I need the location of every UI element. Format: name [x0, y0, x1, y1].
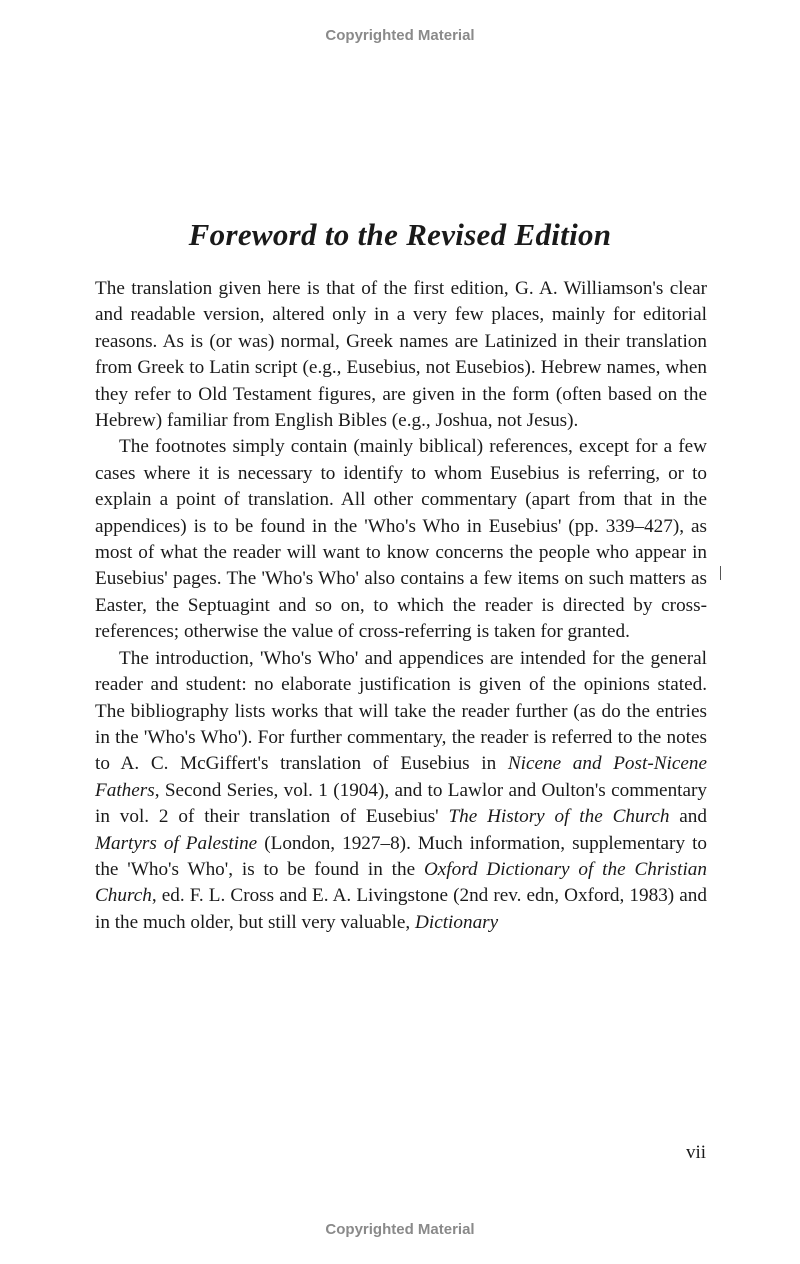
paragraph-1-text: The translation given here is that of the first edition, G. A. Williamson's clear and readable version, altered only in a very few places, mainly for editorial reasons. As is (or was) normal, Greek names are Latinized in their translation from Greek to Latin script (e.g., Eusebius, not Eusebios). Hebrew names, when they refer to Old Testament figures, are given in the form (often based on the Hebrew) familiar from English Bibles (e.g., Joshua, not Jesus).: [95, 278, 707, 432]
paragraph-1: [95, 276, 707, 434]
title-history-of-church: The History of the Church: [448, 806, 670, 828]
paragraph-3: [95, 646, 707, 936]
title-nicene-fathers: Nicene and Post-Nicene Fathers: [95, 753, 707, 801]
paragraph-3-text-2: , Second Series, vol. 1 (1904), and to Lawlor and Oulton's commentary in vol. 2 of their translation of Eusebius': [95, 779, 707, 828]
paragraph-3-text-3: and: [669, 806, 707, 828]
paragraph-3-text-1: The introduction, 'Who's Who' and appendices are intended for the general reader and student: no elaborate justification is given of the opinions stated. The bibliography lists works that will take the reader further (as do the entries in the 'Who's Who'). For further commentary, the reader is referred to the notes to A. C. McGiffert's translation of Eusebius in: [95, 647, 707, 775]
margin-mark: [720, 566, 721, 580]
paragraph-3-text-4: (London, 1927–8). Much information, supplementary to the 'Who's Who', is to be found in the: [95, 832, 707, 880]
copyright-watermark-top: Copyrighted Material: [325, 27, 475, 44]
page-number: vii: [685, 1142, 706, 1163]
paragraph-3-text-5: , ed. F. L. Cross and E. A. Livingstone (2nd rev. edn, Oxford, 1983) and in the much older, but still very valuable,: [95, 885, 707, 933]
page-title: Foreword to the Revised Edition: [188, 216, 612, 252]
paragraph-2: [95, 434, 707, 645]
title-oxford-dictionary: Oxford Dictionary of the Christian Church: [95, 858, 707, 907]
title-martyrs-of-palestine: Martyrs of Palestine: [95, 832, 258, 854]
title-dictionary: Dictionary: [415, 911, 499, 933]
body-text: [95, 276, 707, 936]
paragraph-2-text: The footnotes simply contain (mainly biblical) references, except for a few cases where it is necessary to identify to whom Eusebius is referring, or to explain a point of translation. All other commentary (apart from that in the appendices) is to be found in the 'Who's Who in Eusebius' (pp. 339–427), as most of what the reader will want to know concerns the people who appear in Eusebius' pages. The 'Who's Who' also contains a few items on such matters as Easter, the Septuagint and so on, to which the reader is directed by cross-references; otherwise the value of cross-referring is taken for granted.: [95, 436, 707, 643]
copyright-watermark-bottom: Copyrighted Material: [325, 1221, 475, 1238]
